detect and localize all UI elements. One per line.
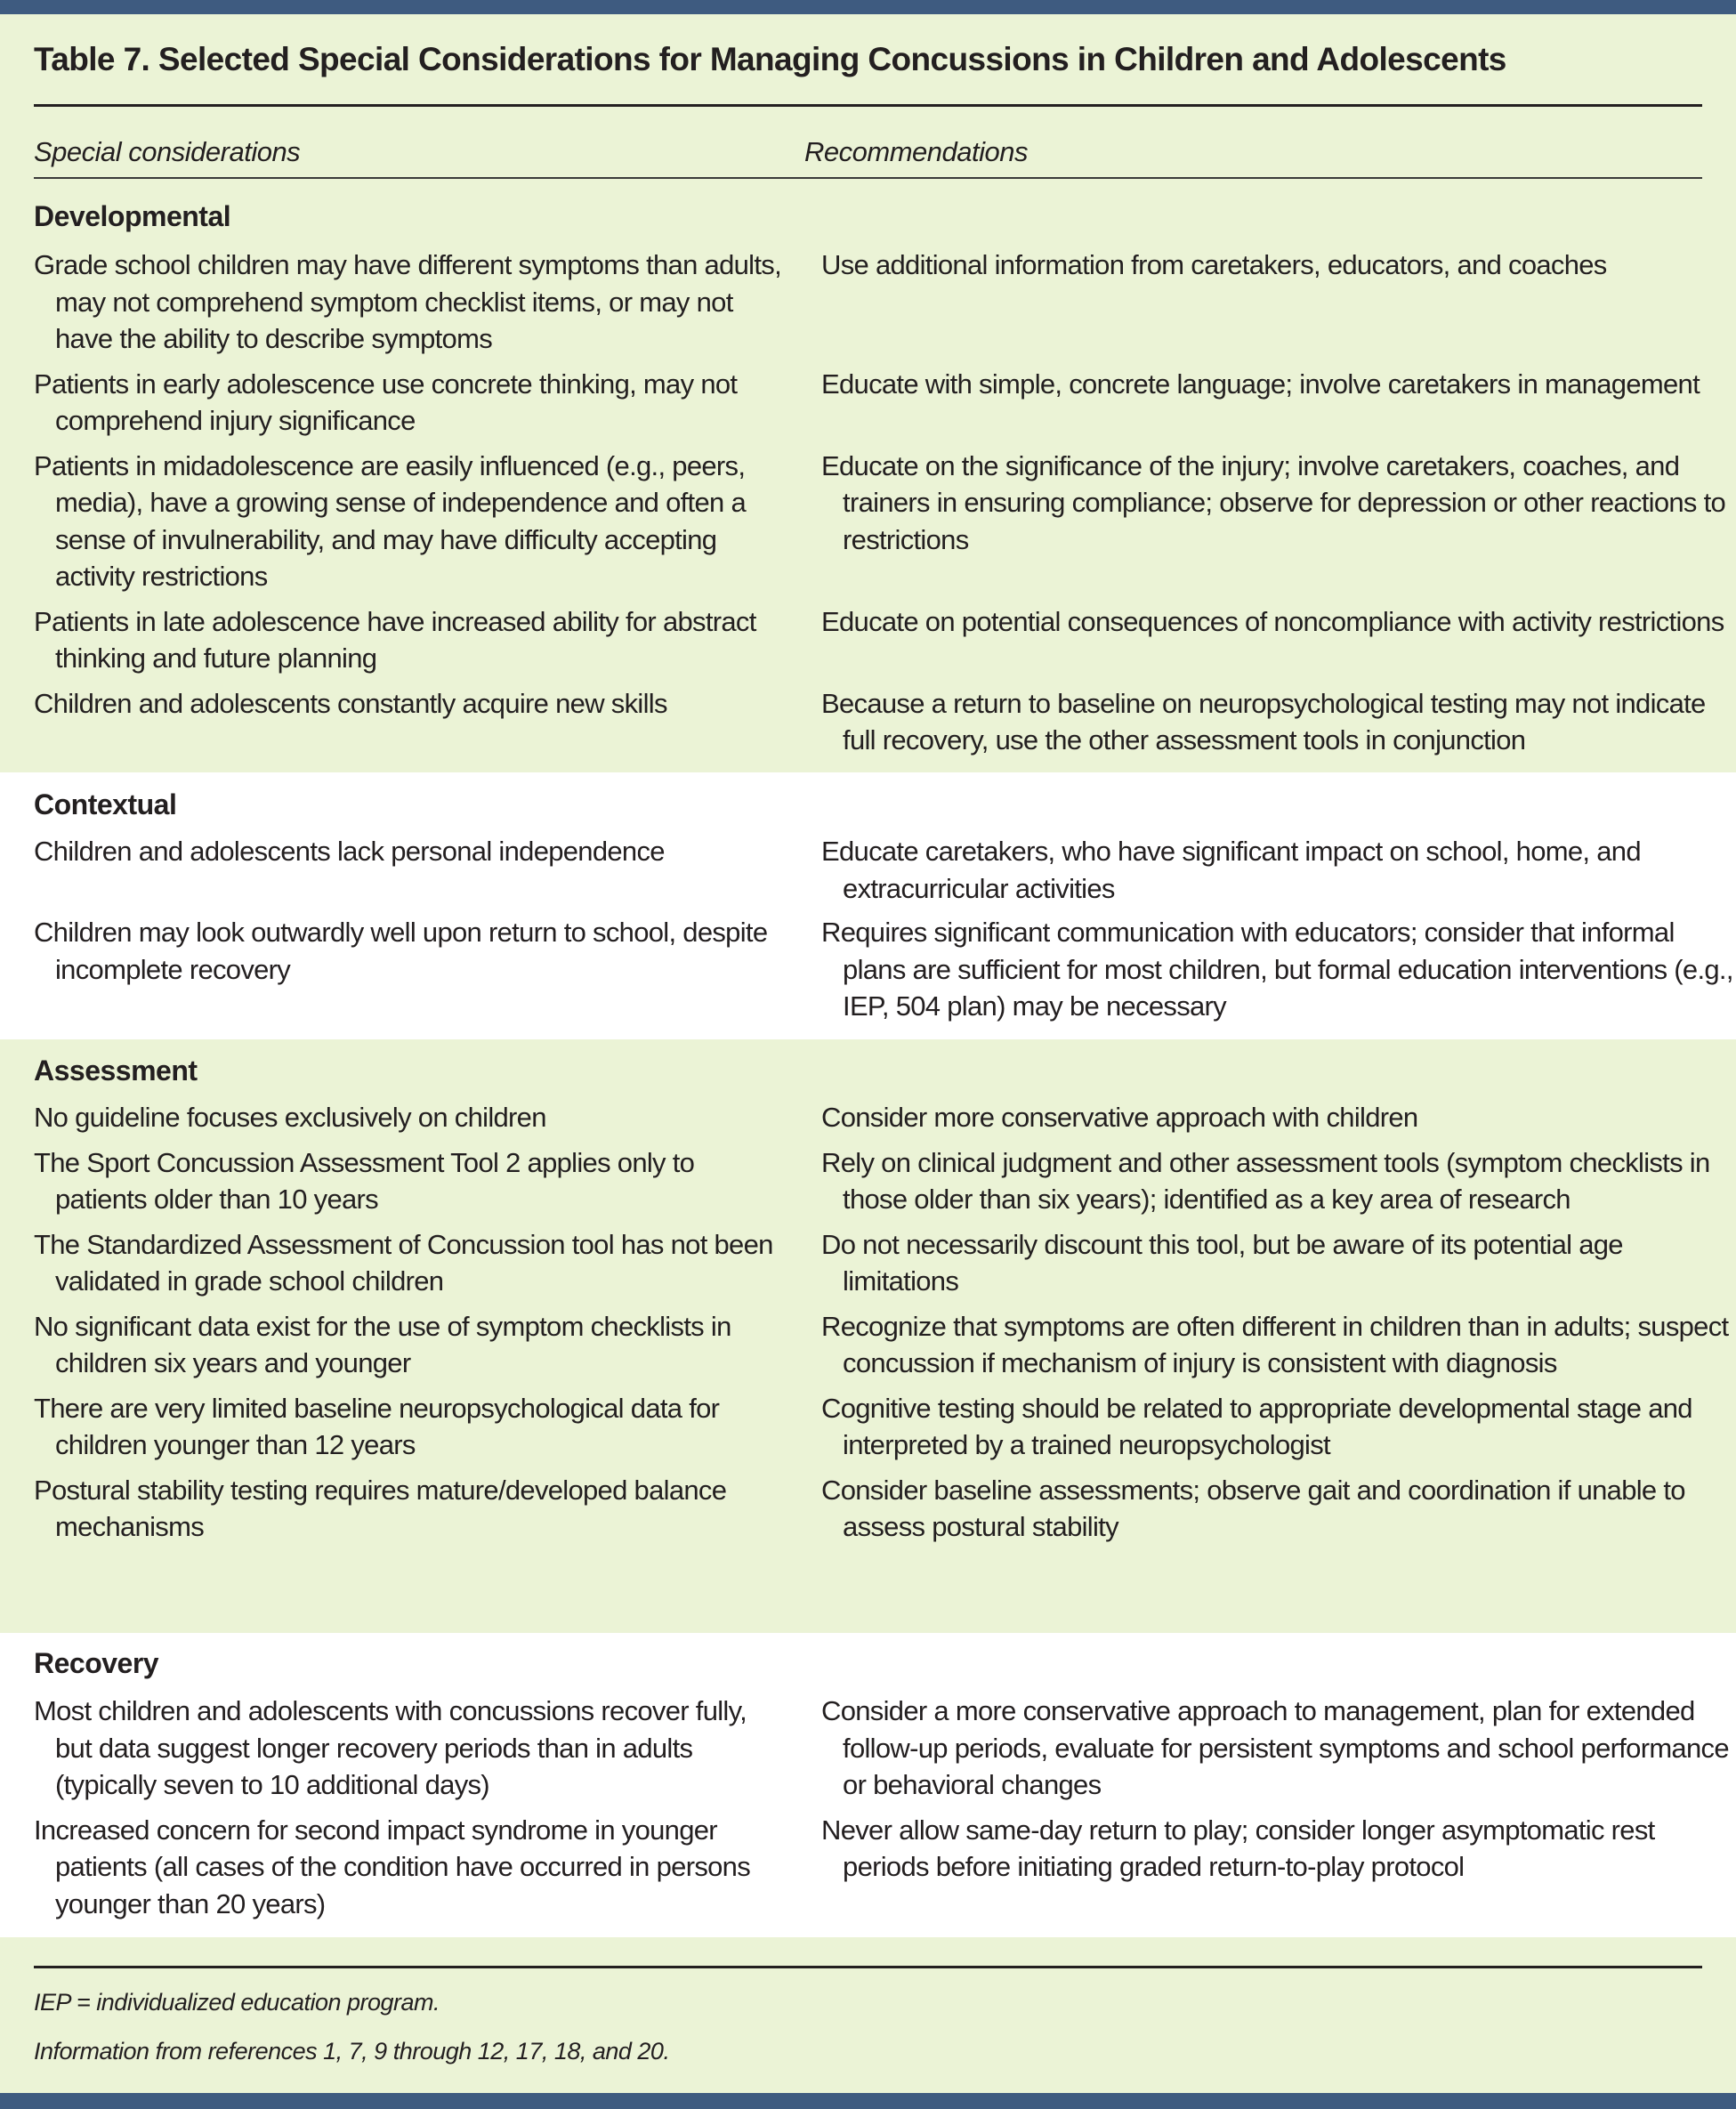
recommendation-cell: Consider a more conservative approach to management, plan for extended follow-up periods, evaluate for persistent symptoms and school performance or behavioral changes [821,1695,1729,1800]
recommendation-cell: Consider more conservative approach with children [821,1102,1418,1133]
consideration-cell: The Standardized Assessment of Concussion tool has not been validated in grade school children [34,1228,773,1297]
section-developmental-rows [0,246,1736,767]
table-row [0,1144,1736,1218]
footer-rule [34,1966,1702,1968]
table-row [0,1099,1736,1136]
section-contextual-rows [0,833,1736,1033]
footnote-references: Information from references 1, 7, 9 through 12, 17, 18, and 20. [34,2038,670,2065]
recommendation-cell: Cognitive testing should be related to appropriate developmental stage and interpreted by a trained neuropsychologist [821,1392,1692,1460]
column-header-recommendations: Recommendations [804,136,1028,167]
consideration-cell: No significant data exist for the use of symptom checklists in children six years and younger [34,1310,731,1378]
consideration-cell: Most children and adolescents with concussions recover fully, but data suggest longer recovery periods than in adults (typically seven to 10 additional days) [34,1695,747,1800]
recommendation-cell: Educate caretakers, who have significant impact on school, home, and extracurricular activities [821,836,1641,904]
recommendation-cell: Because a return to baseline on neuropsychological testing may not indicate full recovery, use the other assessment tools in conjunction [821,687,1706,756]
table-row [0,366,1736,440]
header-rule [34,177,1702,179]
consideration-cell: The Sport Concussion Assessment Tool 2 applies only to patients older than 10 years [34,1146,695,1215]
table-row [0,1693,1736,1804]
section-heading-assessment: Assessment [34,1054,198,1087]
table-row [0,1472,1736,1546]
consideration-cell: No guideline focuses exclusively on children [34,1102,546,1133]
consideration-cell: Postural stability testing requires mature/developed balance mechanisms [34,1474,727,1542]
recommendation-cell: Rely on clinical judgment and other assessment tools (symptom checklists in those older than six years); identified as a key area of research [821,1146,1710,1215]
consideration-cell: Patients in early adolescence use concrete thinking, may not comprehend injury significance [34,368,738,436]
table-row [0,914,1736,1025]
recommendation-cell: Requires significant communication with educators; consider that informal plans are sufficient for most children, but formal education interventions (e.g., IEP, 504 plan) may be necessary [821,917,1733,1022]
top-border-bar [0,0,1736,14]
footnote-abbreviation: IEP = individualized education program. [34,1989,440,2016]
table-row [0,1390,1736,1464]
section-assessment-rows [0,1099,1736,1554]
table-row [0,1226,1736,1300]
column-header-special-considerations: Special considerations [34,136,301,167]
consideration-cell: Increased concern for second impact syndrome in younger patients (all cases of the condition have occurred in persons younger than 20 years) [34,1814,750,1919]
section-heading-developmental: Developmental [34,200,231,232]
table-row [0,448,1736,595]
recommendation-cell: Never allow same-day return to play; consider longer asymptomatic rest periods before initiating graded return-to-play protocol [821,1814,1655,1882]
consideration-cell: Patients in midadolescence are easily influenced (e.g., peers, media), have a growing sense of independence and often a sense of invulnerability, and may have difficulty accepting activity restrictions [34,449,746,592]
recommendation-cell: Educate on potential consequences of noncompliance with activity restrictions [821,605,1724,637]
table-row [0,1812,1736,1923]
recommendation-cell: Recognize that symptoms are often different in children than in adults; suspect concussion if mechanism of injury is consistent with diagnosis [821,1310,1729,1378]
table-row [0,833,1736,907]
table-row [0,603,1736,677]
consideration-cell: Patients in late adolescence have increased ability for abstract thinking and future planning [34,605,756,674]
section-heading-contextual: Contextual [34,788,177,820]
table-row [0,1308,1736,1382]
section-recovery-rows [0,1693,1736,1930]
recommendation-cell: Educate on the significance of the injury; involve caretakers, coaches, and trainers in ensuring compliance; observe for depression or other reactions to restrictions [821,449,1726,555]
recommendation-cell: Consider baseline assessments; observe gait and coordination if unable to assess postural stability [821,1474,1685,1542]
consideration-cell: Children and adolescents lack personal independence [34,836,665,867]
section-heading-recovery: Recovery [34,1647,159,1679]
title-rule [34,104,1702,107]
consideration-cell: Children and adolescents constantly acquire new skills [34,687,667,719]
table-title: Table 7. Selected Special Considerations for Managing Concussions in Children and Adolescents [34,41,1506,77]
consideration-cell: Grade school children may have different symptoms than adults, may not comprehend symptom checklist items, or may not have the ability to describe symptoms [34,249,781,354]
table-row [0,246,1736,358]
recommendation-cell: Do not necessarily discount this tool, but be aware of its potential age limitations [821,1228,1623,1297]
consideration-cell: Children may look outwardly well upon return to school, despite incomplete recovery [34,917,768,985]
recommendation-cell: Educate with simple, concrete language; involve caretakers in management [821,368,1700,400]
table-row [0,685,1736,759]
bottom-border-bar [0,2093,1736,2109]
recommendation-cell: Use additional information from caretakers, educators, and coaches [821,249,1607,280]
consideration-cell: There are very limited baseline neuropsychological data for children younger than 12 years [34,1392,720,1460]
